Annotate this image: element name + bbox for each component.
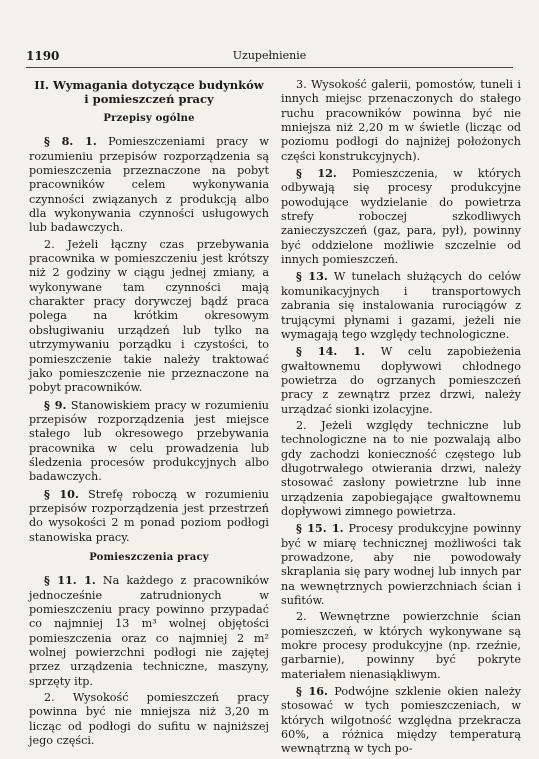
paragraph-text: Procesy produkcyjne powinny być w miarę technicznej możliwości tak prowadzone, aby nie powodowały skraplania się pary wodnej lub innych par na wewnętrznych powierzchniach ścian i sufitów. bbox=[281, 522, 521, 608]
running-title: Uzupełnienie bbox=[232, 49, 307, 62]
paragraph-text: Strefę roboczą w rozumieniu przepisów rozporządzenia jest przestrzeń do wysokości 2 m ponad poziom podłogi stanowiska pracy. bbox=[29, 487, 269, 544]
paragraph-9 bbox=[29, 398, 269, 485]
paragraph-15-2: 2. Wewnętrzne powierzchnie ścian pomieszczeń, w których wykonywane są mokre procesy produkcyjne (np. rzeźnie, garbarnie), powinny być pokryte materiałem nienasiąkliwym. bbox=[281, 610, 521, 681]
paragraph-number: § 8. 1. bbox=[44, 134, 97, 149]
paragraph-text: Podwójne szklenie okien należy stosować w tych pomieszczeniach, w których wilgotność względna przekracza 60%, a różnica między temperaturą wewnątrzną w tych po- bbox=[281, 685, 521, 756]
paragraph-text: W celu zapobieżenia gwałtownemu dopływowi chłodnego powietrza do ogrzanych pomieszczeń pracy z zewnątrz przez drzwi, należy urządzać sionki izolacyjne. bbox=[281, 345, 521, 416]
paragraph-number: § 11. 1. bbox=[44, 573, 96, 588]
page-header bbox=[26, 49, 513, 65]
paragraph-14-2: 2. Jeżeli względy techniczne lub technologiczne na to nie pozwalają albo gdy zachodzi konieczność częstego lub długotrwałego otwierania drzwi, należy stosować zasłony powietrzne lub inne urządzenia zapobiegające gwałtownemu dopływowi zimnego powietrza. bbox=[281, 418, 521, 518]
paragraph-13 bbox=[281, 269, 521, 342]
paragraph-number: § 15. 1. bbox=[296, 521, 344, 536]
paragraph-text: Pomieszczeniami pracy w rozumieniu przepisów rozporządzenia są pomieszczenia przeznaczone na pobyt pracowników celem wykonywania czynności związanych z produkcją albo dla wykonywania czynności usługowych lub badawczych. bbox=[29, 135, 269, 235]
paragraph-number: § 10. bbox=[44, 486, 79, 501]
subhead-rooms: Pomieszczenia pracy bbox=[89, 551, 209, 563]
right-column bbox=[281, 78, 521, 759]
paragraph-10 bbox=[29, 487, 269, 545]
subhead-general: Przepisy ogólne bbox=[103, 113, 195, 124]
paragraph-text: W tunelach służących do celów komunikacyjnych i transportowych zabrania się instalowania rurociągów z trującymi płynami i gazami, jeżeli nie wymagają tego względy technologiczne. bbox=[281, 270, 521, 341]
paragraph-8-1 bbox=[29, 134, 269, 235]
left-column bbox=[29, 78, 269, 750]
paragraph-text: Stanowiskiem pracy w rozumieniu przepisów rozporządzenia jest miejsce stałego lub okresowego przebywania pracownika w celu prowadzenia lub śledzenia procesów produkcyjnych albo badawczych. bbox=[29, 398, 269, 484]
section-title-line-1: II. Wymagania dotyczące budynków bbox=[34, 78, 264, 92]
paragraph-number: § 13. bbox=[296, 269, 328, 284]
paragraph-text: Pomieszczenia, w których odbywają się procesy produkcyjne powodujące wydzielanie do powietrza strefy roboczej szkodliwych zanieczyszczeń (gaz, para, pył), powinny być oddzielone możliwie szczelnie od innych pomieszczeń. bbox=[281, 167, 521, 267]
paragraph-number: § 9. bbox=[44, 397, 67, 412]
section-title bbox=[29, 78, 269, 106]
paragraph-number: § 16. bbox=[296, 684, 328, 699]
paragraph-number: § 14. 1. bbox=[296, 344, 366, 359]
paragraph-11-2: 2. Wysokość pomieszczeń pracy powinna być nie mniejsza niż 3,20 m licząc od podłogi do sufitu w najniższej jego części. bbox=[29, 691, 269, 748]
paragraph-16 bbox=[281, 684, 521, 757]
paragraph-15-1 bbox=[281, 521, 521, 608]
section-title-line-2: i pomieszczeń pracy bbox=[84, 92, 214, 106]
page-number: 1190 bbox=[26, 49, 60, 63]
paragraph-11-1 bbox=[29, 573, 269, 689]
paragraph-text: Na każdego z pracowników jednocześnie zatrudnionych w pomieszczeniu pracy powinno przypadać co najmniej 13 m³ wolnej objętości pomieszczenia oraz co najmniej 2 m² wolnej powierzchni podłogi nie zajętej przez urządzenia techniczne, maszyny, sprzęty itp. bbox=[29, 574, 269, 688]
paragraph-number: § 12. bbox=[296, 166, 337, 181]
paragraph-14-1 bbox=[281, 344, 521, 417]
header-rule bbox=[26, 67, 513, 68]
paragraph-8-2: 2. Jeżeli łączny czas przebywania pracownika w pomieszczeniu jest krótszy niż 2 godziny w ciągu jednej zmiany, a wykonywane tam czynności mają charakter pracy dorywczej bądź praca polega na krótkim okresowym obsługiwaniu urządzeń lub tylko na utrzymywaniu porządku i czystości, to pomieszczenie takie należy traktować jako pomieszczenie nie przeznaczone na pobyt pracowników. bbox=[29, 237, 269, 395]
paragraph-11-3: 3. Wysokość galerii, pomostów, tuneli i innych miejsc przenaczonych do stałego ruchu pracowników powinna być nie mniejsza niż 2,20 m w świetle (licząc od poziomu podłogi do najniżej położonych części konstrukcyjnych). bbox=[281, 78, 521, 163]
paragraph-12 bbox=[281, 166, 521, 267]
